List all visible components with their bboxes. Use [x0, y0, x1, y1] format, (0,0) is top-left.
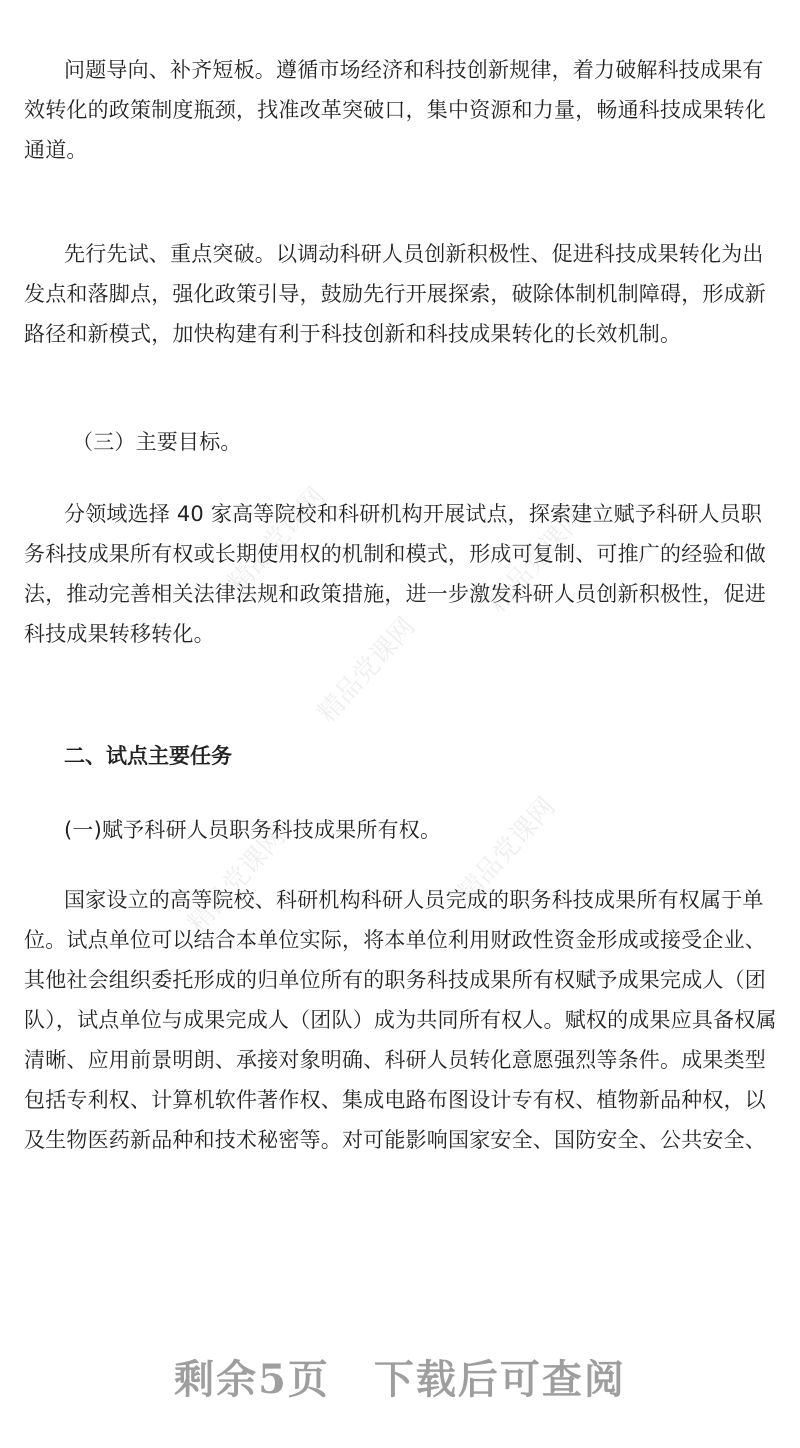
- paragraph-pilot-first: 先行先试、重点突破。以调动科研人员创新积极性、促进科技成果转化为出发点和落脚点，强化政策引导，鼓励先行开展探索，破除体制机制障碍，形成新路径和新模式，加快构建有利于科技创新和科技成果转化的长效机制。: [24, 242, 766, 346]
- paragraph-ownership: 国家设立的高等院校、科研机构科研人员完成的职务科技成果所有权属于单位。试点单位可以结合本单位实际，将本单位利用财政性资金形成或接受企业、其他社会组织委托形成的归单位所有的职务科技成果所有权赋予成果完成人（团队），试点单位与成果完成人（团队）成为共同所有权人。赋权的成果应具备权属清晰、应用前景明朗、承接对象明确、科研人员转化意愿强烈等条件。成果类型包括专利权、计算机软件著作权、集成电路布图设计专有权、植物新品种权，以及生物医药新品种和技术秘密等。对可能影响国家安全、国防安全、公共安全、: [24, 888, 777, 1152]
- remaining-pages-label: 剩余5页: [174, 1356, 330, 1403]
- main-goals-label: （三）主要目标。: [72, 430, 242, 454]
- watermark: 精品党课网: [452, 791, 562, 909]
- watermark: 精品党课网: [222, 481, 332, 599]
- watermark: 精品党课网: [312, 611, 422, 729]
- watermark: 精品党课网: [482, 501, 592, 619]
- download-prompt[interactable]: [0, 1348, 800, 1405]
- watermark: 精品党课网: [182, 821, 292, 939]
- section-heading-pilot-tasks: 二、试点主要任务: [64, 744, 232, 768]
- section-heading-main-goals: [24, 422, 780, 462]
- subheading-ownership: (一)赋予科研人员职务科技成果所有权。: [64, 818, 442, 842]
- paragraph-main-goals: 分领域选择 40 家高等院校和科研机构开展试点，探索建立赋予科研人员职务科技成果所有权或长期使用权的机制和模式，形成可复制、可推广的经验和做法，推动完善相关法律法规和政策措施，进一步激发科研人员创新积极性，促进科技成果转移转化。: [24, 502, 766, 646]
- download-to-view-label: 下载后可查阅: [373, 1356, 626, 1403]
- paragraph-problem-oriented: 问题导向、补齐短板。遵循市场经济和科技创新规律，着力破解科技成果有效转化的政策制度瓶颈，找准改革突破口，集中资源和力量，畅通科技成果转化通道。: [24, 58, 766, 162]
